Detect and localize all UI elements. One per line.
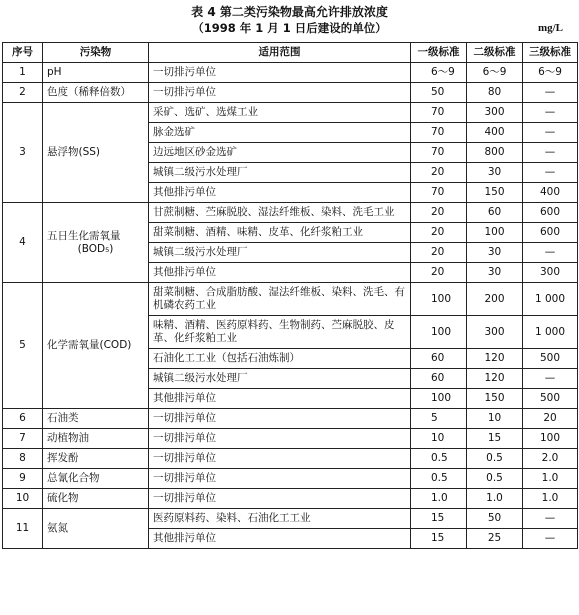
cell-pollutant (43, 509, 149, 549)
cell-no: 1 (3, 63, 43, 83)
cell-level2: 0.5 (467, 449, 523, 469)
cell-scope: 其他排污单位 (149, 529, 411, 549)
pollutant-name: 色度（稀释倍数） (47, 86, 131, 98)
cell-level1: 70 (411, 183, 467, 203)
cell-level2: 30 (467, 243, 523, 263)
table-title: 表 4 第二类污染物最高允许排放浓度 (191, 5, 388, 19)
table-row (3, 283, 578, 316)
table-row (3, 203, 578, 223)
cell-scope: 甜菜制糖、酒精、味精、皮革、化纤浆粕工业 (149, 223, 411, 243)
pollutant-name: pH (47, 66, 62, 78)
cell-level3: — (523, 83, 578, 103)
cell-level3: 600 (523, 223, 578, 243)
cell-no: 11 (3, 509, 43, 549)
pollutant-name: 氨氮 (47, 522, 68, 534)
cell-level3: 1 000 (523, 316, 578, 349)
cell-no: 6 (3, 409, 43, 429)
table-body (3, 63, 578, 549)
pollutant-name: 动植物油 (47, 432, 89, 444)
cell-scope: 城镇二级污水处理厂 (149, 163, 411, 183)
cell-level3: — (523, 509, 578, 529)
cell-pollutant (43, 103, 149, 203)
cell-level1: 1.0 (411, 489, 467, 509)
pollutant-name: 石油类 (47, 412, 79, 424)
cell-level3: — (523, 529, 578, 549)
cell-level3: 500 (523, 389, 578, 409)
cell-level2: 800 (467, 143, 523, 163)
cell-no: 3 (3, 103, 43, 203)
pollutant-name: 五日生化需氧量 (47, 229, 121, 242)
cell-scope: 边远地区砂金选矿 (149, 143, 411, 163)
pollutant-name-sub: (BOD₅) (77, 242, 114, 255)
cell-scope: 其他排污单位 (149, 389, 411, 409)
table-row (3, 489, 578, 509)
cell-level1: 10 (411, 429, 467, 449)
cell-level2: 10 (467, 409, 523, 429)
cell-scope: 石油化工工业（包括石油炼制） (149, 349, 411, 369)
pollutant-name: 悬浮物(SS) (47, 146, 101, 158)
cell-level2: 50 (467, 509, 523, 529)
cell-level3: 1.0 (523, 469, 578, 489)
cell-level1: 6～9 (411, 63, 467, 83)
cell-level1: 100 (411, 283, 467, 316)
cell-level3: 2.0 (523, 449, 578, 469)
cell-level2: 200 (467, 283, 523, 316)
cell-level2: 30 (467, 263, 523, 283)
cell-scope: 城镇二级污水处理厂 (149, 243, 411, 263)
cell-scope: 采矿、选矿、选煤工业 (149, 103, 411, 123)
cell-level3: 400 (523, 183, 578, 203)
cell-level2: 120 (467, 349, 523, 369)
cell-level2: 100 (467, 223, 523, 243)
cell-no: 5 (3, 283, 43, 409)
cell-level2: 6～9 (467, 63, 523, 83)
cell-level3: 500 (523, 349, 578, 369)
cell-no: 8 (3, 449, 43, 469)
cell-level1: 100 (411, 316, 467, 349)
cell-level2: 400 (467, 123, 523, 143)
cell-scope: 城镇二级污水处理厂 (149, 369, 411, 389)
cell-scope: 医药原料药、染料、石油化工工业 (149, 509, 411, 529)
cell-pollutant (43, 489, 149, 509)
pollutant-table (2, 42, 578, 549)
cell-scope: 一切排污单位 (149, 469, 411, 489)
cell-level2: 25 (467, 529, 523, 549)
cell-level3: 1 000 (523, 283, 578, 316)
header-level3: 三级标准 (523, 43, 578, 63)
table-row (3, 429, 578, 449)
cell-level1: 20 (411, 163, 467, 183)
cell-pollutant (43, 429, 149, 449)
cell-level3: 20 (523, 409, 578, 429)
cell-level3: 100 (523, 429, 578, 449)
table-subtitle: （1998 年 1 月 1 日后建设的单位） (192, 21, 387, 35)
unit-label: mg/L (537, 22, 563, 34)
cell-level1: 0.5 (411, 469, 467, 489)
cell-scope: 一切排污单位 (149, 489, 411, 509)
cell-level1: 20 (411, 243, 467, 263)
cell-pollutant (43, 469, 149, 489)
cell-no: 2 (3, 83, 43, 103)
cell-level2: 150 (467, 389, 523, 409)
cell-level1: 70 (411, 103, 467, 123)
cell-scope: 一切排污单位 (149, 409, 411, 429)
table-row (3, 409, 578, 429)
cell-pollutant (43, 449, 149, 469)
cell-level1: 15 (411, 529, 467, 549)
cell-scope: 脉金选矿 (149, 123, 411, 143)
cell-scope: 一切排污单位 (149, 63, 411, 83)
pollutant-name: 硫化物 (47, 492, 79, 504)
table-row (3, 103, 578, 123)
cell-level2: 1.0 (467, 489, 523, 509)
cell-level1: 20 (411, 263, 467, 283)
cell-level2: 30 (467, 163, 523, 183)
cell-level1: 60 (411, 369, 467, 389)
header-pollutant: 污染物 (43, 43, 149, 63)
header-level1: 一级标准 (411, 43, 467, 63)
cell-pollutant (43, 63, 149, 83)
header-no: 序号 (3, 43, 43, 63)
cell-level1: 60 (411, 349, 467, 369)
cell-level1: 5 (411, 409, 467, 429)
cell-scope: 甘蔗制糖、苎麻脱胶、湿法纤维板、染料、洗毛工业 (149, 203, 411, 223)
cell-no: 4 (3, 203, 43, 283)
table-row (3, 63, 578, 83)
table-row (3, 449, 578, 469)
cell-scope: 一切排污单位 (149, 83, 411, 103)
cell-level2: 300 (467, 316, 523, 349)
cell-pollutant (43, 83, 149, 103)
header-row (3, 43, 578, 63)
cell-level2: 150 (467, 183, 523, 203)
cell-level1: 100 (411, 389, 467, 409)
pollutant-name: 挥发酚 (47, 452, 79, 464)
cell-level3: 6～9 (523, 63, 578, 83)
cell-level3: — (523, 369, 578, 389)
cell-no: 10 (3, 489, 43, 509)
cell-level3: — (523, 143, 578, 163)
cell-level2: 80 (467, 83, 523, 103)
cell-level1: 70 (411, 123, 467, 143)
cell-scope: 其他排污单位 (149, 263, 411, 283)
cell-level2: 0.5 (467, 469, 523, 489)
cell-scope: 其他排污单位 (149, 183, 411, 203)
cell-pollutant (43, 203, 149, 283)
cell-level3: 600 (523, 203, 578, 223)
pollutant-name: 总氰化合物 (47, 472, 100, 484)
cell-level1: 70 (411, 143, 467, 163)
cell-level3: — (523, 163, 578, 183)
table-row (3, 469, 578, 489)
table-row (3, 509, 578, 529)
cell-level1: 15 (411, 509, 467, 529)
cell-level2: 120 (467, 369, 523, 389)
header-scope: 适用范围 (149, 43, 411, 63)
cell-scope: 味精、酒精、医药原料药、生物制药、苎麻脱胶、皮革、化纤浆粕工业 (149, 316, 411, 349)
cell-level3: — (523, 243, 578, 263)
table-row (3, 83, 578, 103)
cell-level3: 300 (523, 263, 578, 283)
cell-no: 7 (3, 429, 43, 449)
cell-level1: 20 (411, 223, 467, 243)
cell-level3: — (523, 103, 578, 123)
cell-level2: 15 (467, 429, 523, 449)
pollutant-name: 化学需氧量(COD) (47, 339, 132, 351)
cell-level1: 0.5 (411, 449, 467, 469)
cell-scope: 甜菜制糖、合成脂肪酸、湿法纤维板、染料、洗毛、有机磷农药工业 (149, 283, 411, 316)
cell-level2: 300 (467, 103, 523, 123)
cell-scope: 一切排污单位 (149, 449, 411, 469)
cell-pollutant (43, 283, 149, 409)
cell-scope: 一切排污单位 (149, 429, 411, 449)
cell-no: 9 (3, 469, 43, 489)
cell-level3: 1.0 (523, 489, 578, 509)
cell-pollutant (43, 409, 149, 429)
cell-level1: 20 (411, 203, 467, 223)
cell-level3: — (523, 123, 578, 143)
header-level2: 二级标准 (467, 43, 523, 63)
cell-level1: 50 (411, 83, 467, 103)
cell-level2: 60 (467, 203, 523, 223)
